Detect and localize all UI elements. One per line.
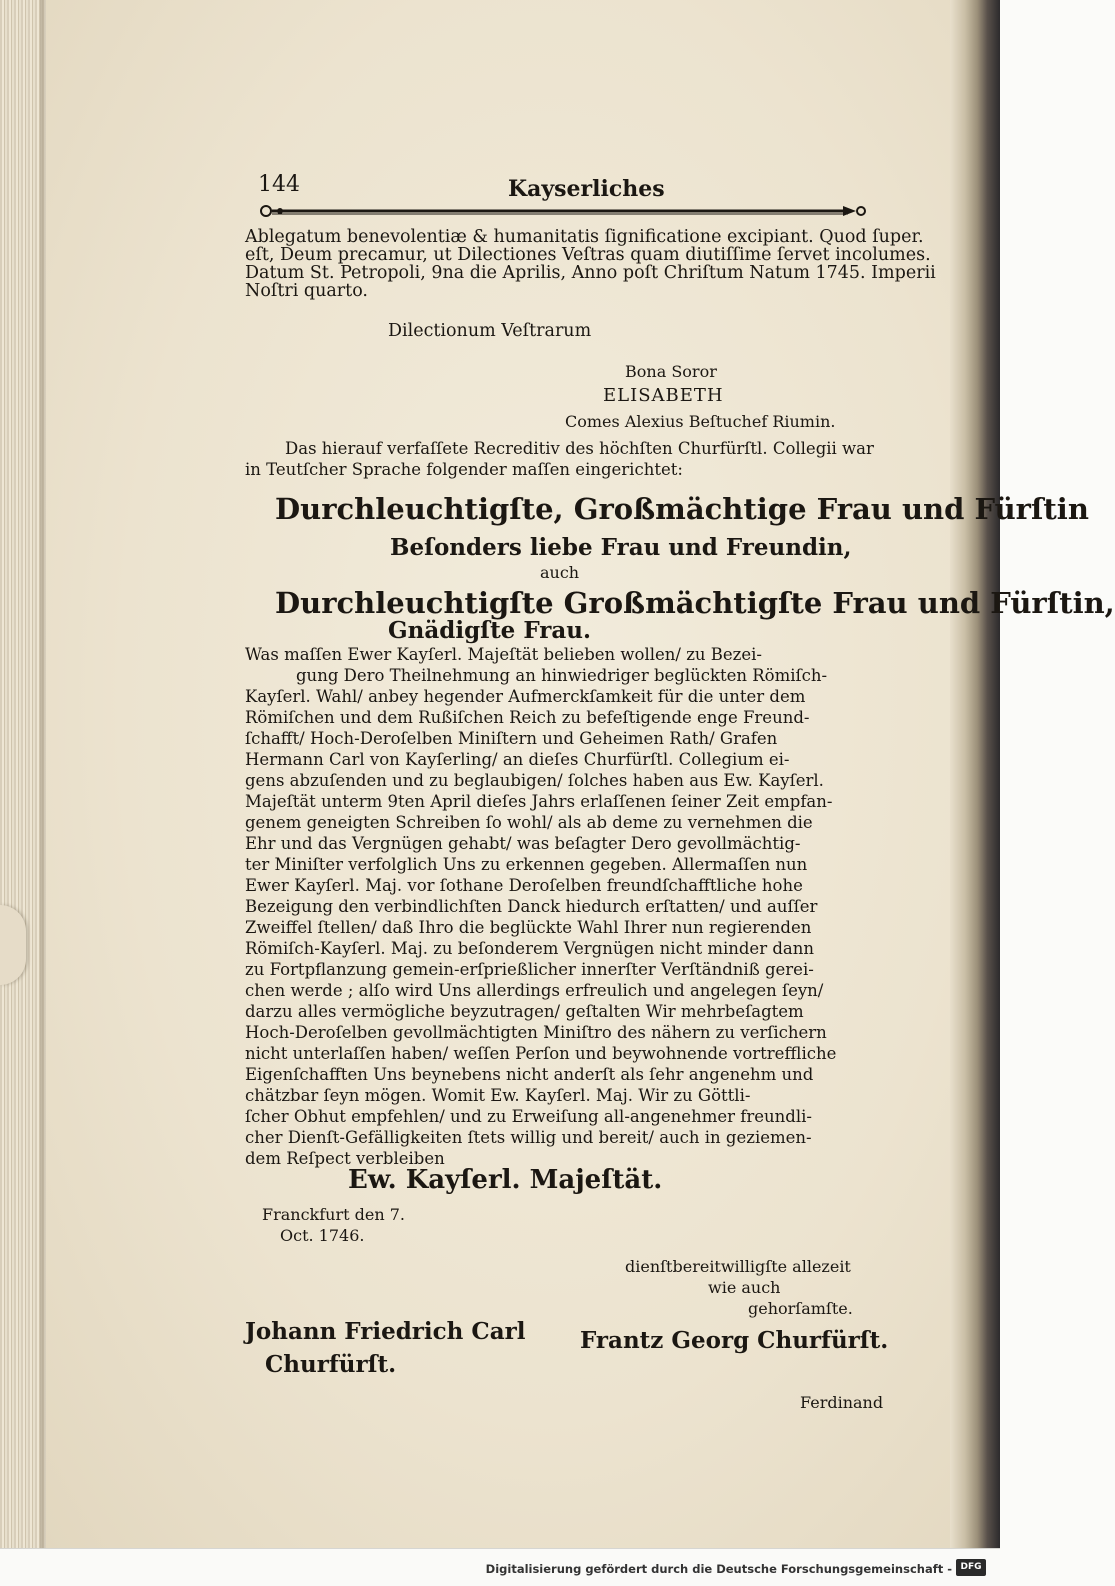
address-heading: Durchleuchtigſte Großmächtigſte Frau und Fürſtin, — [275, 586, 1115, 620]
letter-line: Majeſtät unterm 9ten April dieſes Jahrs erlaſſenen ſeiner Zeit empfan- — [245, 792, 833, 811]
letter-line: chen werde ; alſo wird Uns allerdings erfreulich und angelegen ſeyn/ — [245, 981, 824, 1000]
signature-frantz-georg: Frantz Georg Churfürſt. — [580, 1327, 889, 1354]
letter-line: zu Fortpflanzung gemein-erſprießlicher innerſter Verſtändniß gerei- — [245, 960, 814, 979]
address-heading: Durchleuchtigſte, Großmächtige Frau und Fürſtin — [275, 492, 1089, 526]
letter-line: darzu alles vermögliche beyzutragen/ geſtalten Wir mehrbeſagtem — [245, 1002, 804, 1021]
letter-line: genem geneigten Schreiben ſo wohl/ als ab deme zu vernehmen die — [245, 813, 813, 832]
countersignature: Comes Alexius Beſtuchef Riumin. — [565, 412, 836, 431]
dfg-logo: DFG — [956, 1559, 986, 1576]
letter-line: ſcher Obhut empfehlen/ und zu Erweiſung all-angenehmer freundli- — [245, 1107, 812, 1126]
letter-line: Was maſſen Ewer Kayſerl. Majeſtät belieben wollen/ zu Bezei- — [245, 645, 762, 664]
letter-line: gens abzuſenden und zu beglaubigen/ ſolches haben aus Ew. Kayſerl. — [245, 771, 824, 790]
signature-johann-friedrich-carl-title: Churfürſt. — [265, 1351, 397, 1378]
latin-line: Ablegatum benevolentiæ & humanitatis ſignificatione excipiant. Quod ſuper. — [245, 227, 924, 247]
closing-formula-latin: Dilectionum Veſtrarum — [388, 321, 592, 341]
closing-place: Franckfurt den 7. — [262, 1205, 406, 1224]
letter-line: nicht unterlaſſen haben/ weſſen Perſon und beywohnende vortreffliche — [245, 1044, 837, 1063]
letter-line: Ewer Kayſerl. Maj. vor ſothane Deroſelben freundſchafftliche hohe — [245, 876, 803, 895]
catchword: Ferdinand — [800, 1393, 884, 1412]
letter-line: dem Reſpect verbleiben — [245, 1149, 445, 1168]
letter-line: ſchafft/ Hoch-Deroſelben Miniſtern und Geheimen Rath/ Grafen — [245, 729, 778, 748]
page-number: 144 — [258, 172, 300, 197]
signature-johann-friedrich-carl: Johann Friedrich Carl — [245, 1318, 526, 1345]
letter-line: chätzbar ſeyn mögen. Womit Ew. Kayſerl. Maj. Wir zu Göttli- — [245, 1086, 751, 1105]
book-spine — [950, 0, 1000, 1548]
letter-line: Kayſerl. Wahl/ anbey hegender Aufmerckſamkeit für die unter dem — [245, 687, 806, 706]
address-subheading: Beſonders liebe Frau und Freundin, — [390, 534, 852, 561]
closing-formula: gehorſamſte. — [748, 1299, 853, 1318]
letter-line: Hoch-Deroſelben gevollmächtigten Miniſtro des nähern zu verſichern — [245, 1023, 827, 1042]
latin-line: Datum St. Petropoli, 9na die Aprilis, Anno poſt Chriſtum Natum 1745. Imperii — [245, 263, 936, 283]
page-edges — [0, 0, 44, 1548]
letter-line: Eigenſchafften Uns beynebens nicht anderſt als ſehr angenehm und — [245, 1065, 814, 1084]
closing-date: Oct. 1746. — [280, 1226, 365, 1245]
signature-elisabeth: ELISABETH — [603, 385, 724, 406]
letter-line: ter Miniſter verfolglich Uns zu erkennen gegeben. Allermaſſen nun — [245, 855, 808, 874]
address-conjunction: auch — [540, 563, 580, 582]
intro-line: Das hierauf verfaſſete Recreditiv des höchſten Churfürſtl. Collegii war — [285, 439, 874, 458]
ornament-rule — [258, 202, 868, 220]
letter-line: gung Dero Theilnehmung an hinwiedriger beglückten Römiſch- — [296, 666, 828, 685]
letter-line: Bezeigung den verbindlichſten Danck hiedurch erſtatten/ und auſſer — [245, 897, 818, 916]
letter-line: Römiſchen und dem Rußiſchen Reich zu befeſtigende enge Freund- — [245, 708, 810, 727]
funding-credit: Digitalisierung gefördert durch die Deutsche Forschungsgemeinschaft - — [485, 1562, 952, 1576]
letter-line: Zweiffel ſtellen/ daß Ihro die beglückte Wahl Ihrer nun regierenden — [245, 918, 812, 937]
footer-bar — [0, 1548, 1000, 1586]
latin-line: Noſtri quarto. — [245, 281, 368, 301]
latin-line: eſt, Deum precamur, ut Dilectiones Veſtras quam diutiſſime ſervet incolumes. — [245, 245, 931, 265]
closing-formula: wie auch — [708, 1278, 781, 1297]
address-subheading: Gnädigſte Frau. — [388, 617, 592, 644]
intro-line: in Teutſcher Sprache folgender maſſen eingerichtet: — [245, 460, 683, 479]
letter-line: Ehr und das Vergnügen gehabt/ was beſagter Dero gevollmächtig- — [245, 834, 801, 853]
closing-salutation: Ew. Kayſerl. Majeſtät. — [348, 1165, 663, 1195]
bona-soror: Bona Soror — [625, 362, 717, 381]
closing-formula: dienſtbereitwilligſte allezeit — [625, 1257, 851, 1276]
letter-line: cher Dienſt-Gefälligkeiten ſtets willig und bereit/ auch in geziemen- — [245, 1128, 812, 1147]
running-title: Kayserliches — [508, 176, 665, 202]
letter-line: Hermann Carl von Kayſerling/ an dieſes Churfürſtl. Collegium ei- — [245, 750, 790, 769]
letter-line: Römiſch-Kayſerl. Maj. zu beſonderem Vergnügen nicht minder dann — [245, 939, 814, 958]
